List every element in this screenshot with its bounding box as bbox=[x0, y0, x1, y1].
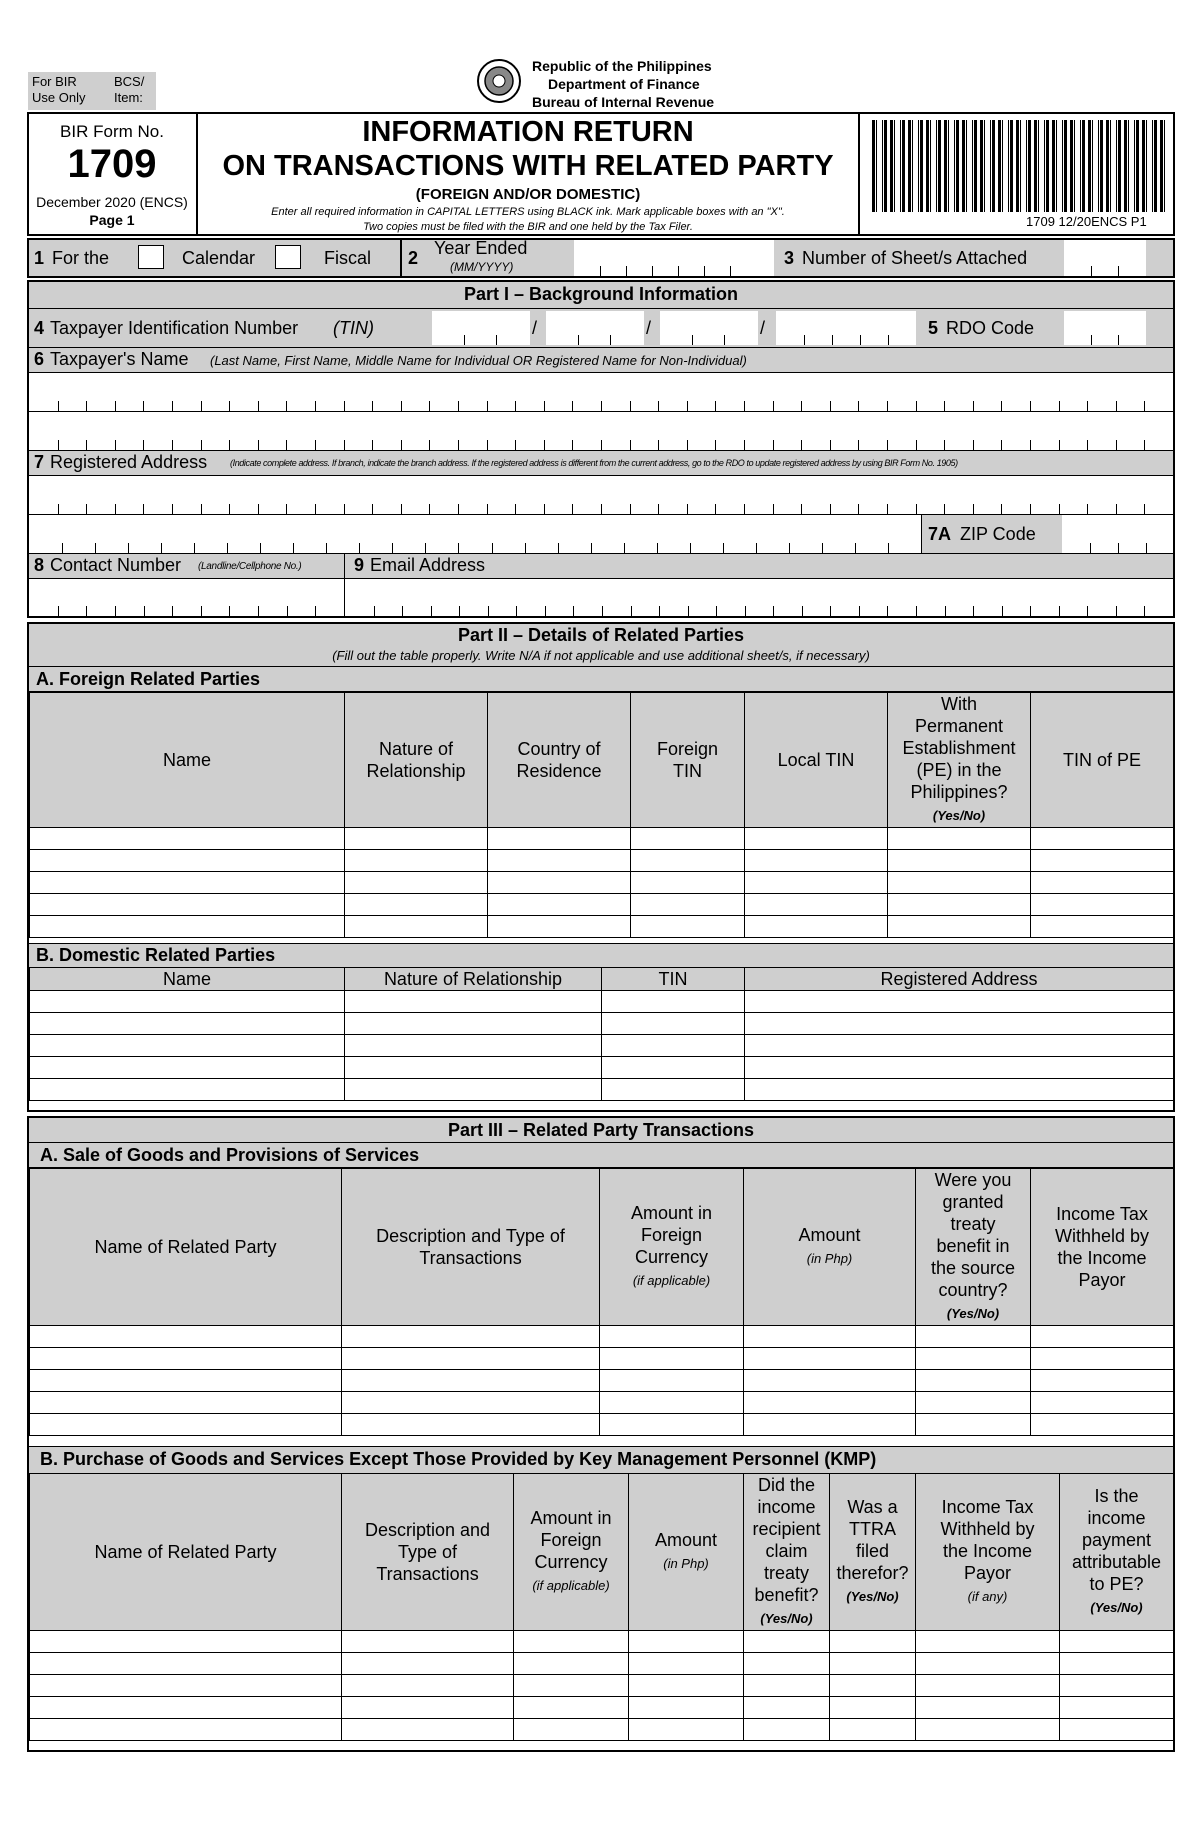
item-5-number: 5 bbox=[928, 318, 939, 338]
calendar-checkbox[interactable] bbox=[138, 245, 164, 269]
table-cell-input[interactable] bbox=[916, 1653, 1060, 1675]
tin-slash-3: / bbox=[760, 318, 766, 338]
col-income-tax-withheld: Income Tax Withheld by the Income Payor bbox=[1031, 1169, 1174, 1326]
col-amount-foreign: Amount in Foreign Currency (if applicable) bbox=[600, 1169, 744, 1326]
col-registered-address: Registered Address bbox=[745, 968, 1174, 991]
form-no-label: BIR Form No. bbox=[60, 122, 164, 141]
barcode-divider bbox=[858, 112, 860, 236]
table-cell-input[interactable] bbox=[342, 1631, 514, 1653]
table-cell-input[interactable] bbox=[631, 828, 745, 850]
item-6-number: 6 bbox=[34, 349, 45, 369]
table-cell-input[interactable] bbox=[600, 1370, 744, 1392]
table-cell-input[interactable] bbox=[744, 1631, 830, 1653]
part2-b-title: B. Domestic Related Parties bbox=[36, 945, 276, 965]
table-cell-input[interactable] bbox=[1031, 1370, 1174, 1392]
col-foreign-tin: Foreign TIN bbox=[631, 693, 745, 828]
table-cell-input[interactable] bbox=[916, 1414, 1031, 1436]
table-cell-input[interactable] bbox=[916, 1348, 1031, 1370]
table-cell-input[interactable] bbox=[342, 1697, 514, 1719]
table-cell-input[interactable] bbox=[888, 894, 1031, 916]
table-cell-input[interactable] bbox=[1031, 872, 1174, 894]
table-cell-input[interactable] bbox=[600, 1392, 744, 1414]
email-address-label: Email Address bbox=[370, 555, 486, 575]
table-row bbox=[30, 1035, 1174, 1057]
department-text: Department of Finance bbox=[548, 76, 700, 92]
table-row bbox=[30, 1326, 1174, 1348]
item-8-number: 8 bbox=[34, 555, 45, 575]
tin-slash-1: / bbox=[532, 318, 538, 338]
table-cell-input[interactable] bbox=[342, 1348, 600, 1370]
table-cell-input[interactable] bbox=[745, 916, 888, 938]
table-cell-input[interactable] bbox=[631, 894, 745, 916]
table-cell-input[interactable] bbox=[488, 894, 631, 916]
instruction-1: Enter all required information in CAPITAL LETTERS using BLACK ink. Mark applicable boxes with an "X". bbox=[271, 206, 785, 218]
table-cell-input[interactable] bbox=[602, 1013, 745, 1035]
table-row bbox=[30, 1348, 1174, 1370]
table-cell-input[interactable] bbox=[345, 872, 488, 894]
table-cell-input[interactable] bbox=[916, 1370, 1031, 1392]
col-ttra-filed: Was a TTRA filed therefor? (Yes/No) bbox=[830, 1474, 916, 1631]
rdo-code-label: RDO Code bbox=[946, 318, 1035, 338]
col-amount-php: Amount (in Php) bbox=[744, 1169, 916, 1326]
table-cell-input[interactable] bbox=[342, 1719, 514, 1741]
col-amount-foreign: Amount in Foreign Currency (if applicable) bbox=[514, 1474, 629, 1631]
table-cell-input[interactable] bbox=[1060, 1719, 1174, 1741]
year-ended-input[interactable] bbox=[574, 240, 774, 276]
table-cell-input[interactable] bbox=[30, 1035, 345, 1057]
table-cell-input[interactable] bbox=[30, 1326, 342, 1348]
tin-input-3[interactable] bbox=[660, 311, 758, 345]
bureau-text: Bureau of Internal Revenue bbox=[532, 94, 715, 110]
table-row bbox=[30, 1697, 1174, 1719]
table-cell-input[interactable] bbox=[916, 1719, 1060, 1741]
table-cell-input[interactable] bbox=[744, 1414, 916, 1436]
item-4-number: 4 bbox=[34, 318, 45, 338]
table-cell-input[interactable] bbox=[916, 1326, 1031, 1348]
table-cell-input[interactable] bbox=[342, 1392, 600, 1414]
table-cell-input[interactable] bbox=[888, 828, 1031, 850]
table-cell-input[interactable] bbox=[888, 916, 1031, 938]
table-cell-input[interactable] bbox=[342, 1414, 600, 1436]
item-7a-number: 7A bbox=[928, 524, 952, 544]
table-cell-input[interactable] bbox=[345, 828, 488, 850]
registered-address-input-1[interactable] bbox=[29, 476, 1173, 515]
registered-address-label: Registered Address bbox=[50, 452, 208, 472]
col-treaty-benefit: Were you granted treaty benefit in the source country? (Yes/No) bbox=[916, 1169, 1031, 1326]
part2-title: Part II – Details of Related Parties bbox=[457, 625, 745, 645]
table-cell-input[interactable] bbox=[1060, 1631, 1174, 1653]
table-cell-input[interactable] bbox=[745, 850, 888, 872]
table-cell-input[interactable] bbox=[602, 991, 745, 1013]
zip-code-label: ZIP Code bbox=[960, 524, 1036, 544]
taxpayer-name-input-2[interactable] bbox=[29, 412, 1173, 451]
table-cell-input[interactable] bbox=[345, 894, 488, 916]
table-cell-input[interactable] bbox=[30, 828, 345, 850]
table-row bbox=[30, 1079, 1174, 1101]
sheets-attached-label: Number of Sheet/s Attached bbox=[802, 248, 1028, 268]
table-cell-input[interactable] bbox=[1060, 1653, 1174, 1675]
rdo-code-input[interactable] bbox=[1064, 311, 1146, 345]
table-cell-input[interactable] bbox=[916, 1631, 1060, 1653]
registered-address-input-2[interactable] bbox=[29, 515, 921, 554]
col-local-tin: Local TIN bbox=[745, 693, 888, 828]
table-cell-input[interactable] bbox=[631, 916, 745, 938]
bir-seal-icon bbox=[476, 58, 522, 104]
fiscal-label: Fiscal bbox=[324, 248, 372, 268]
table-cell-input[interactable] bbox=[830, 1675, 916, 1697]
year-ended-label: Year Ended bbox=[434, 238, 528, 258]
part2-note: (Fill out the table properly. Write N/A if not applicable and use additional sheet/s, if necessary) bbox=[332, 648, 870, 663]
table-cell-input[interactable] bbox=[30, 1719, 342, 1741]
col-name-of-related-party: Name of Related Party bbox=[30, 1169, 342, 1326]
col-name-of-related-party: Name of Related Party bbox=[30, 1474, 342, 1631]
table-cell-input[interactable] bbox=[1031, 1414, 1174, 1436]
table-cell-input[interactable] bbox=[744, 1653, 830, 1675]
form-date: December 2020 (ENCS) bbox=[36, 194, 188, 210]
table-cell-input[interactable] bbox=[916, 1392, 1031, 1414]
table-cell-input[interactable] bbox=[30, 1697, 342, 1719]
table-cell-input[interactable] bbox=[514, 1697, 629, 1719]
domestic-related-parties-table bbox=[29, 967, 1174, 1101]
table-cell-input[interactable] bbox=[514, 1631, 629, 1653]
table-cell-input[interactable] bbox=[744, 1719, 830, 1741]
col-with-pe: With Permanent Establishment (PE) in the Philippines? (Yes/No) bbox=[888, 693, 1031, 828]
table-cell-input[interactable] bbox=[30, 850, 345, 872]
table-cell-input[interactable] bbox=[342, 1675, 514, 1697]
form-title-line1: INFORMATION RETURN bbox=[362, 116, 694, 148]
contact-number-label: Contact Number bbox=[50, 555, 182, 575]
barcode bbox=[870, 120, 1170, 212]
part3-title: Part III – Related Party Transactions bbox=[447, 1120, 755, 1140]
taxpayer-name-label: Taxpayer's Name bbox=[50, 349, 189, 369]
table-cell-input[interactable] bbox=[30, 1414, 342, 1436]
table-cell-input[interactable] bbox=[514, 1675, 629, 1697]
col-amount-php: Amount (in Php) bbox=[629, 1474, 744, 1631]
table-cell-input[interactable] bbox=[888, 850, 1031, 872]
sale-of-goods-table bbox=[29, 1168, 1174, 1436]
col-tin: TIN bbox=[602, 968, 745, 991]
table-cell-input[interactable] bbox=[629, 1631, 744, 1653]
table-row bbox=[30, 1392, 1174, 1414]
table-cell-input[interactable] bbox=[745, 1057, 1174, 1079]
table-cell-input[interactable] bbox=[342, 1370, 600, 1392]
table-cell-input[interactable] bbox=[602, 1079, 745, 1101]
table-cell-input[interactable] bbox=[744, 1675, 830, 1697]
table-cell-input[interactable] bbox=[744, 1370, 916, 1392]
table-cell-input[interactable] bbox=[345, 1079, 602, 1101]
part1-title: Part I – Background Information bbox=[463, 284, 739, 304]
table-cell-input[interactable] bbox=[745, 1079, 1174, 1101]
table-cell-input[interactable] bbox=[1060, 1675, 1174, 1697]
table-cell-input[interactable] bbox=[30, 1013, 345, 1035]
table-cell-input[interactable] bbox=[30, 894, 345, 916]
table-row bbox=[30, 850, 1174, 872]
item-1-number: 1 bbox=[34, 248, 45, 268]
col-nature-of-relationship: Nature of Relationship bbox=[345, 693, 488, 828]
taxpayer-name-note: (Last Name, First Name, Middle Name for Individual OR Registered Name for Non-Individual) bbox=[210, 353, 747, 368]
table-cell-input[interactable] bbox=[602, 1057, 745, 1079]
tin-input-4[interactable] bbox=[776, 311, 916, 345]
tin-slash-2: / bbox=[646, 318, 652, 338]
table-cell-input[interactable] bbox=[345, 916, 488, 938]
table-cell-input[interactable] bbox=[830, 1631, 916, 1653]
item-3-number: 3 bbox=[784, 248, 795, 268]
table-cell-input[interactable] bbox=[30, 1348, 342, 1370]
sheets-attached-input[interactable] bbox=[1064, 240, 1146, 276]
col-description-type: Description and Type of Transactions bbox=[342, 1474, 514, 1631]
table-cell-input[interactable] bbox=[745, 991, 1174, 1013]
table-row bbox=[30, 1653, 1174, 1675]
taxpayer-name-input-1[interactable] bbox=[29, 373, 1173, 412]
item-9-number: 9 bbox=[354, 555, 365, 575]
table-cell-input[interactable] bbox=[30, 1370, 342, 1392]
table-cell-input[interactable] bbox=[30, 1653, 342, 1675]
item-7-number: 7 bbox=[34, 452, 45, 472]
table-row bbox=[30, 1013, 1174, 1035]
part2-a-title: A. Foreign Related Parties bbox=[36, 669, 261, 689]
table-cell-input[interactable] bbox=[745, 872, 888, 894]
table-cell-input[interactable] bbox=[1060, 1697, 1174, 1719]
table-cell-input[interactable] bbox=[345, 991, 602, 1013]
col-name: Name bbox=[30, 968, 345, 991]
table-cell-input[interactable] bbox=[488, 916, 631, 938]
table-row bbox=[30, 1414, 1174, 1436]
table-cell-input[interactable] bbox=[488, 850, 631, 872]
table-row bbox=[30, 872, 1174, 894]
table-cell-input[interactable] bbox=[600, 1326, 744, 1348]
item-2-divider bbox=[400, 238, 402, 278]
table-cell-input[interactable] bbox=[602, 1035, 745, 1057]
table-cell-input[interactable] bbox=[744, 1697, 830, 1719]
bcs-item-label: BCS/ Item: bbox=[114, 74, 145, 105]
table-cell-input[interactable] bbox=[916, 1697, 1060, 1719]
table-cell-input[interactable] bbox=[830, 1697, 916, 1719]
table-cell-input[interactable] bbox=[345, 1057, 602, 1079]
table-cell-input[interactable] bbox=[745, 1013, 1174, 1035]
table-cell-input[interactable] bbox=[629, 1675, 744, 1697]
registered-address-note: (Indicate complete address. If branch, indicate the branch address. If the registered address is different from the current address, go to the RDO to update registered address by using BIR Form No. 1905) bbox=[230, 458, 958, 468]
table-cell-input[interactable] bbox=[1031, 916, 1174, 938]
table-cell-input[interactable] bbox=[631, 872, 745, 894]
table-row bbox=[30, 1057, 1174, 1079]
page-number: Page 1 bbox=[89, 212, 135, 228]
table-row bbox=[30, 1631, 1174, 1653]
tin-label: Taxpayer Identification Number bbox=[50, 318, 299, 338]
item-2-number: 2 bbox=[408, 248, 419, 268]
form-title-line2: ON TRANSACTIONS WITH RELATED PARTY bbox=[222, 150, 834, 182]
table-cell-input[interactable] bbox=[1031, 894, 1174, 916]
col-claim-treaty-benefit: Did the income recipient claim treaty benefit? (Yes/No) bbox=[744, 1474, 830, 1631]
table-row bbox=[30, 991, 1174, 1013]
purchase-of-goods-table bbox=[29, 1473, 1174, 1741]
table-cell-input[interactable] bbox=[345, 1013, 602, 1035]
table-row bbox=[30, 1370, 1174, 1392]
table-cell-input[interactable] bbox=[830, 1653, 916, 1675]
table-cell-input[interactable] bbox=[744, 1326, 916, 1348]
for-the-label: For the bbox=[52, 248, 110, 268]
table-cell-input[interactable] bbox=[629, 1697, 744, 1719]
table-cell-input[interactable] bbox=[30, 991, 345, 1013]
table-cell-input[interactable] bbox=[30, 1057, 345, 1079]
table-cell-input[interactable] bbox=[345, 850, 488, 872]
table-cell-input[interactable] bbox=[629, 1719, 744, 1741]
table-cell-input[interactable] bbox=[488, 828, 631, 850]
part3-b-title: B. Purchase of Goods and Services Except Those Provided by Key Management Personnel (KMP) bbox=[40, 1449, 877, 1469]
col-nature-of-relationship: Nature of Relationship bbox=[345, 968, 602, 991]
col-name: Name bbox=[30, 693, 345, 828]
part3-a-title: A. Sale of Goods and Provisions of Services bbox=[40, 1145, 420, 1165]
table-cell-input[interactable] bbox=[30, 1392, 342, 1414]
foreign-related-parties-table bbox=[29, 692, 1174, 938]
fiscal-checkbox[interactable] bbox=[275, 245, 301, 269]
contact-number-input[interactable] bbox=[29, 579, 344, 616]
table-cell-input[interactable] bbox=[345, 1035, 602, 1057]
tin-input-2[interactable] bbox=[546, 311, 644, 345]
table-cell-input[interactable] bbox=[30, 1675, 342, 1697]
email-address-input[interactable] bbox=[345, 579, 1173, 616]
for-bir-label: For BIR Use Only bbox=[32, 74, 86, 105]
table-cell-input[interactable] bbox=[1031, 828, 1174, 850]
col-income-tax-withheld: Income Tax Withheld by the Income Payor (if any) bbox=[916, 1474, 1060, 1631]
zip-code-input[interactable] bbox=[1062, 515, 1173, 554]
contact-number-note: (Landline/Cellphone No.) bbox=[198, 561, 302, 572]
table-cell-input[interactable] bbox=[1031, 1348, 1174, 1370]
barcode-code: 1709 12/20ENCS P1 bbox=[1026, 214, 1147, 229]
col-description-type: Description and Type of Transactions bbox=[342, 1169, 600, 1326]
table-cell-input[interactable] bbox=[1031, 1392, 1174, 1414]
table-cell-input[interactable] bbox=[631, 850, 745, 872]
form-subtitle: (FOREIGN AND/OR DOMESTIC) bbox=[415, 186, 641, 203]
table-cell-input[interactable] bbox=[600, 1414, 744, 1436]
col-country-of-residence: Country of Residence bbox=[488, 693, 631, 828]
table-cell-input[interactable] bbox=[745, 828, 888, 850]
table-cell-input[interactable] bbox=[744, 1348, 916, 1370]
table-cell-input[interactable] bbox=[30, 1079, 345, 1101]
table-row bbox=[30, 1675, 1174, 1697]
table-cell-input[interactable] bbox=[916, 1675, 1060, 1697]
table-cell-input[interactable] bbox=[629, 1653, 744, 1675]
table-cell-input[interactable] bbox=[30, 872, 345, 894]
table-cell-input[interactable] bbox=[830, 1719, 916, 1741]
tin-abbr: (TIN) bbox=[333, 318, 374, 338]
calendar-label: Calendar bbox=[182, 248, 256, 268]
table-cell-input[interactable] bbox=[342, 1326, 600, 1348]
table-row bbox=[30, 1719, 1174, 1741]
table-cell-input[interactable] bbox=[888, 872, 1031, 894]
col-attributable-to-pe: Is the income payment attributable to PE? (Yes/No) bbox=[1060, 1474, 1174, 1631]
table-cell-input[interactable] bbox=[745, 894, 888, 916]
table-cell-input[interactable] bbox=[514, 1719, 629, 1741]
table-row bbox=[30, 828, 1174, 850]
table-cell-input[interactable] bbox=[488, 872, 631, 894]
table-cell-input[interactable] bbox=[30, 1631, 342, 1653]
table-cell-input[interactable] bbox=[600, 1348, 744, 1370]
table-row bbox=[30, 916, 1174, 938]
table-cell-input[interactable] bbox=[1031, 850, 1174, 872]
tin-input-1[interactable] bbox=[432, 311, 530, 345]
table-cell-input[interactable] bbox=[745, 1035, 1174, 1057]
table-cell-input[interactable] bbox=[342, 1653, 514, 1675]
republic-text: Republic of the Philippines bbox=[532, 58, 712, 74]
table-cell-input[interactable] bbox=[514, 1653, 629, 1675]
year-format: (MM/YYYY) bbox=[450, 260, 514, 274]
instruction-2: Two copies must be filed with the BIR and one held by the Tax Filer. bbox=[363, 221, 693, 233]
form-no: 1709 bbox=[67, 142, 157, 186]
table-cell-input[interactable] bbox=[1031, 1326, 1174, 1348]
table-cell-input[interactable] bbox=[744, 1392, 916, 1414]
table-cell-input[interactable] bbox=[30, 916, 345, 938]
col-tin-of-pe: TIN of PE bbox=[1031, 693, 1174, 828]
table-row bbox=[30, 894, 1174, 916]
